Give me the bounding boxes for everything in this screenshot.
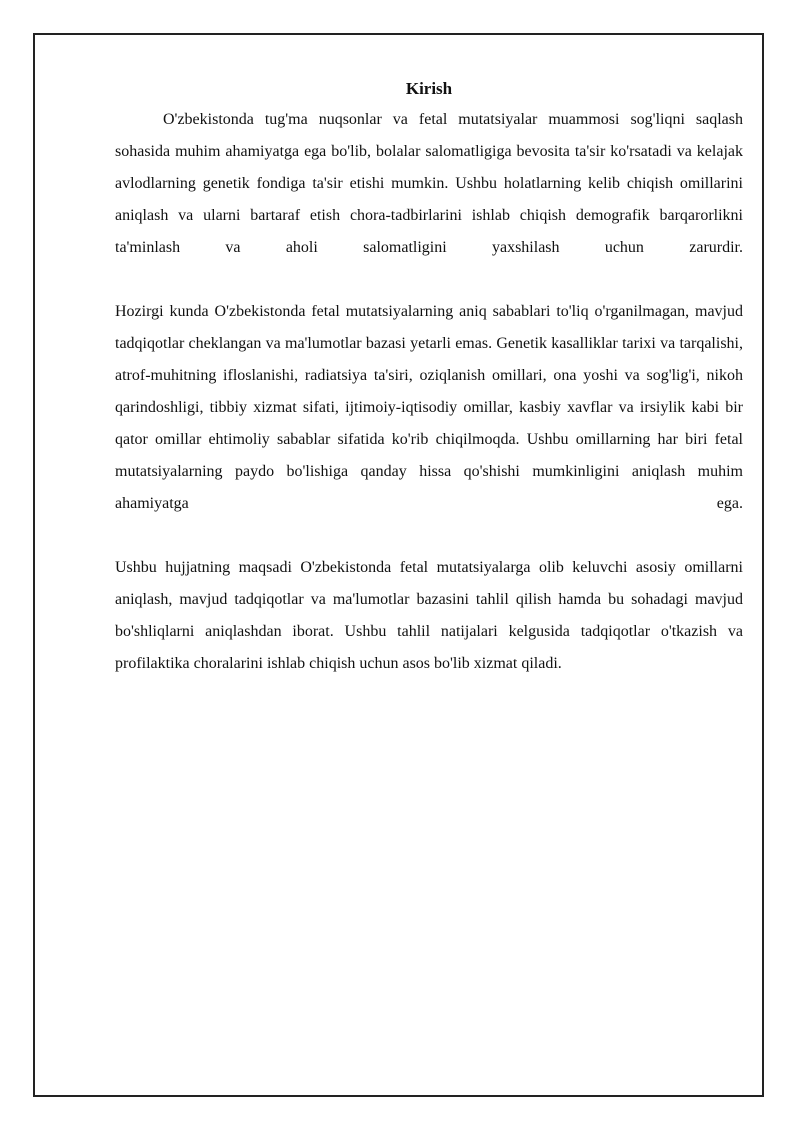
paragraph-gap [115, 520, 743, 552]
document-title: Kirish [405, 79, 453, 98]
paragraph-intro: O'zbekistonda tug'ma nuqsonlar va fetal mutatsiyalar muammosi sog'liqni saqlash sohasida muhim ahamiyatga ega bo'lib, bolalar salomatligiga bevosita ta'sir ko'rsatadi va kelajak avlodlarning genetik fondiga ta'sir etishi mumkin. Ushbu holatlarning kelib chiqish omillarini aniqlash va ularni bartaraf etish chora-tadbirlarini ishlab chiqish demografik barqarorlikni ta'minlash va aholi salomatligini yaxshilash uchun zarurdir. [115, 111, 743, 256]
paragraph-gap [115, 264, 743, 296]
paragraph-purpose: Ushbu hujjatning maqsadi O'zbekistonda fetal mutatsiyalarga olib keluvchi asosiy omillarni aniqlash, mavjud tadqiqotlar va ma'lumotlar bazasini tahlil qilish hamda bu sohadagi mavjud bo'shliqlarni aniqlashdan iborat. Ushbu tahlil natijalari kelgusida tadqiqotlar o'tkazish va profilaktika choralarini ishlab chiqish uchun asos bo'lib xizmat qiladi. [115, 559, 743, 672]
paragraph-causes: Hozirgi kunda O'zbekistonda fetal mutatsiyalarning aniq sabablari to'liq o'rganilmagan, mavjud tadqiqotlar cheklangan va ma'lumotlar bazasi yetarli emas. Genetik kasalliklar tarixi va tarqalishi, atrof-muhitning ifloslanishi, radiatsiya ta'siri, oziqlanish omillari, ona yoshi va sog'lig'i, nikoh qarindoshligi, tibbiy xizmat sifati, ijtimoiy-iqtisodiy omillar, kasbiy xavflar va irsiylik kabi bir qator omillar ehtimoliy sabablar sifatida ko'rib chiqilmoqda. Ushbu omillarning har biri fetal mutatsiyalarning paydo bo'lishiga qanday hissa qo'shishi mumkinligini aniqlash muhim ahamiyatga ega. [115, 303, 743, 512]
document-body [115, 76, 743, 680]
